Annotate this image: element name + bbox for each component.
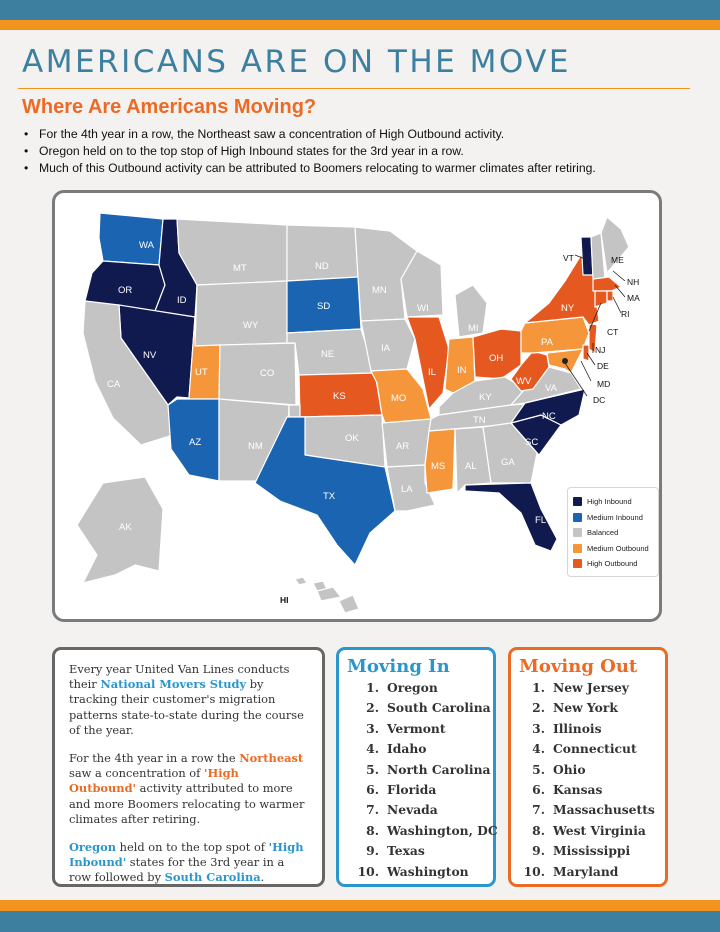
label-in: IN: [457, 365, 467, 376]
list-item: 7. Nevada: [366, 802, 438, 818]
label-ks: KS: [333, 391, 346, 402]
label-nm: NM: [248, 441, 263, 452]
page-title: AMERICANS ARE ON THE MOVE: [22, 44, 572, 80]
info-paragraph-3: Oregon held on to the top spot of 'High Inbound' states for the 3rd year in a row followed by South Carolina.: [69, 840, 304, 885]
label-ok: OK: [345, 433, 359, 444]
bottom-blue-band: [0, 911, 720, 932]
label-pa: PA: [541, 337, 553, 348]
label-wy: WY: [243, 320, 259, 331]
label-ar: AR: [396, 441, 410, 452]
section-subtitle: Where Are Americans Moving?: [22, 96, 317, 118]
list-item: 4. Connecticut: [532, 741, 637, 757]
list-item: 3. Illinois: [532, 720, 602, 736]
label-fl: FL: [535, 515, 547, 526]
bullet-item: • Much of this Outbound activity can be attributed to Boomers relocating to warmer climates after retiring.: [24, 161, 596, 175]
bullet-item: • Oregon held on to the top stop of High Inbound states for the 3rd year in a row.: [24, 144, 464, 158]
moving-out-list: [511, 678, 665, 882]
callout-ct: CT: [607, 327, 619, 337]
label-ga: GA: [501, 457, 515, 468]
label-ca: CA: [107, 379, 121, 390]
label-wi: WI: [417, 303, 429, 314]
list-item: 6. Florida: [366, 782, 437, 798]
list-item: 10. Maryland: [523, 863, 619, 879]
label-mo: MO: [391, 393, 407, 404]
label-ky: KY: [479, 392, 492, 403]
state-mt: [177, 219, 287, 285]
label-wv: WV: [516, 376, 532, 387]
callout-vt: VT: [563, 253, 574, 263]
label-mn: MN: [372, 285, 387, 296]
label-ny: NY: [561, 303, 575, 314]
state-wy: [195, 281, 287, 346]
us-migration-map: [52, 190, 662, 622]
label-tn: TN: [473, 415, 486, 426]
label-ia: IA: [381, 343, 390, 354]
label-sd: SD: [317, 301, 331, 312]
map-legend: [567, 487, 659, 577]
label-al: AL: [465, 461, 477, 472]
state-ri: [607, 291, 613, 301]
list-item: 4. Idaho: [366, 741, 427, 757]
label-va: VA: [545, 383, 557, 394]
label-mt: MT: [233, 263, 247, 274]
list-item: 5. North Carolina: [366, 761, 491, 777]
legend-high-outbound: High Outbound: [573, 556, 653, 572]
label-az: AZ: [189, 437, 202, 448]
list-item: 1. Oregon: [366, 680, 438, 695]
top-orange-band: [0, 20, 720, 30]
moving-in-box: [336, 647, 496, 887]
label-ne: NE: [321, 349, 335, 360]
dc-marker-icon: [562, 358, 568, 364]
state-nd: [287, 225, 358, 281]
moving-in-list: [339, 678, 498, 882]
state-hi-4: [339, 595, 359, 613]
label-id: ID: [177, 295, 187, 306]
callout-me: ME: [611, 255, 624, 265]
list-item: 10. Washington: [357, 863, 469, 879]
legend-swatch: [573, 544, 582, 553]
label-sc: SC: [525, 437, 539, 448]
list-item: 1. New Jersey: [532, 680, 629, 695]
label-oh: OH: [489, 353, 504, 364]
callout-nh: NH: [627, 277, 640, 287]
list-item: 3. Vermont: [366, 720, 446, 736]
label-or: OR: [118, 285, 133, 296]
label-il: IL: [428, 367, 436, 378]
info-paragraph-2: For the 4th year in a row the Northeast saw a concentration of 'High Outbound' activity attributed to more and more Boomers relocating to warmer climates after retiring.: [69, 751, 305, 826]
legend-swatch: [573, 559, 582, 568]
label-co: CO: [260, 368, 275, 379]
state-wa: [99, 213, 163, 265]
study-info-box: [52, 647, 325, 887]
state-co: [219, 343, 296, 405]
label-la: LA: [401, 484, 413, 495]
callout-ma: MA: [627, 293, 640, 303]
list-item: 5. Ohio: [532, 761, 586, 777]
legend-balanced: Balanced: [573, 525, 653, 541]
label-wa: WA: [139, 240, 154, 251]
callout-ri: RI: [621, 309, 630, 319]
label-ms: MS: [431, 461, 446, 472]
legend-swatch: [573, 513, 582, 522]
top-blue-band: [0, 0, 720, 20]
moving-out-box: [508, 647, 668, 887]
callout-nj: NJ: [595, 345, 606, 355]
list-item: 7. Massachusetts: [532, 802, 655, 818]
moving-out-title: Moving Out: [519, 656, 638, 677]
label-ut: UT: [195, 367, 208, 378]
info-paragraph-1: Every year United Van Lines conducts their National Movers Study by tracking their customer's migration patterns state-to-state during the course of the year.: [69, 662, 304, 737]
state-hi: [295, 577, 307, 585]
list-item: 2. South Carolina: [366, 700, 491, 716]
label-ak: AK: [119, 522, 132, 533]
state-ct: [595, 291, 607, 307]
moving-in-title: Moving In: [347, 656, 450, 677]
label-hi: HI: [280, 595, 289, 605]
bullet-dot-icon: •: [24, 127, 29, 141]
list-item: 2. New York: [532, 700, 618, 716]
list-item: 6. Kansas: [532, 782, 603, 798]
title-divider: [18, 88, 690, 89]
legend-swatch: [573, 497, 582, 506]
legend-high-inbound: High Inbound: [573, 494, 653, 510]
bullet-dot-icon: •: [24, 144, 29, 158]
callout-de: DE: [597, 361, 609, 371]
label-nv: NV: [143, 350, 157, 361]
bottom-orange-band: [0, 900, 720, 911]
list-item: 8. West Virginia: [532, 822, 646, 838]
list-item: 8. Washington, DC: [366, 822, 498, 838]
summary-bullets: [22, 126, 712, 177]
callout-md: MD: [597, 379, 611, 389]
state-ma: [593, 277, 621, 291]
label-nd: ND: [315, 261, 329, 272]
list-item: 9. Mississippi: [532, 843, 631, 859]
legend-swatch: [573, 528, 582, 537]
label-mi: MI: [468, 323, 479, 334]
legend-medium-outbound: Medium Outbound: [573, 541, 653, 557]
label-nc: NC: [542, 411, 556, 422]
bullet-item: • For the 4th year in a row, the Northeast saw a concentration of High Outbound activity.: [24, 127, 505, 141]
list-item: 9. Texas: [366, 843, 425, 859]
callout-dc: DC: [593, 395, 606, 405]
state-de: [583, 345, 589, 361]
label-tx: TX: [323, 491, 336, 502]
legend-medium-inbound: Medium Inbound: [573, 510, 653, 526]
bullet-dot-icon: •: [24, 161, 29, 175]
